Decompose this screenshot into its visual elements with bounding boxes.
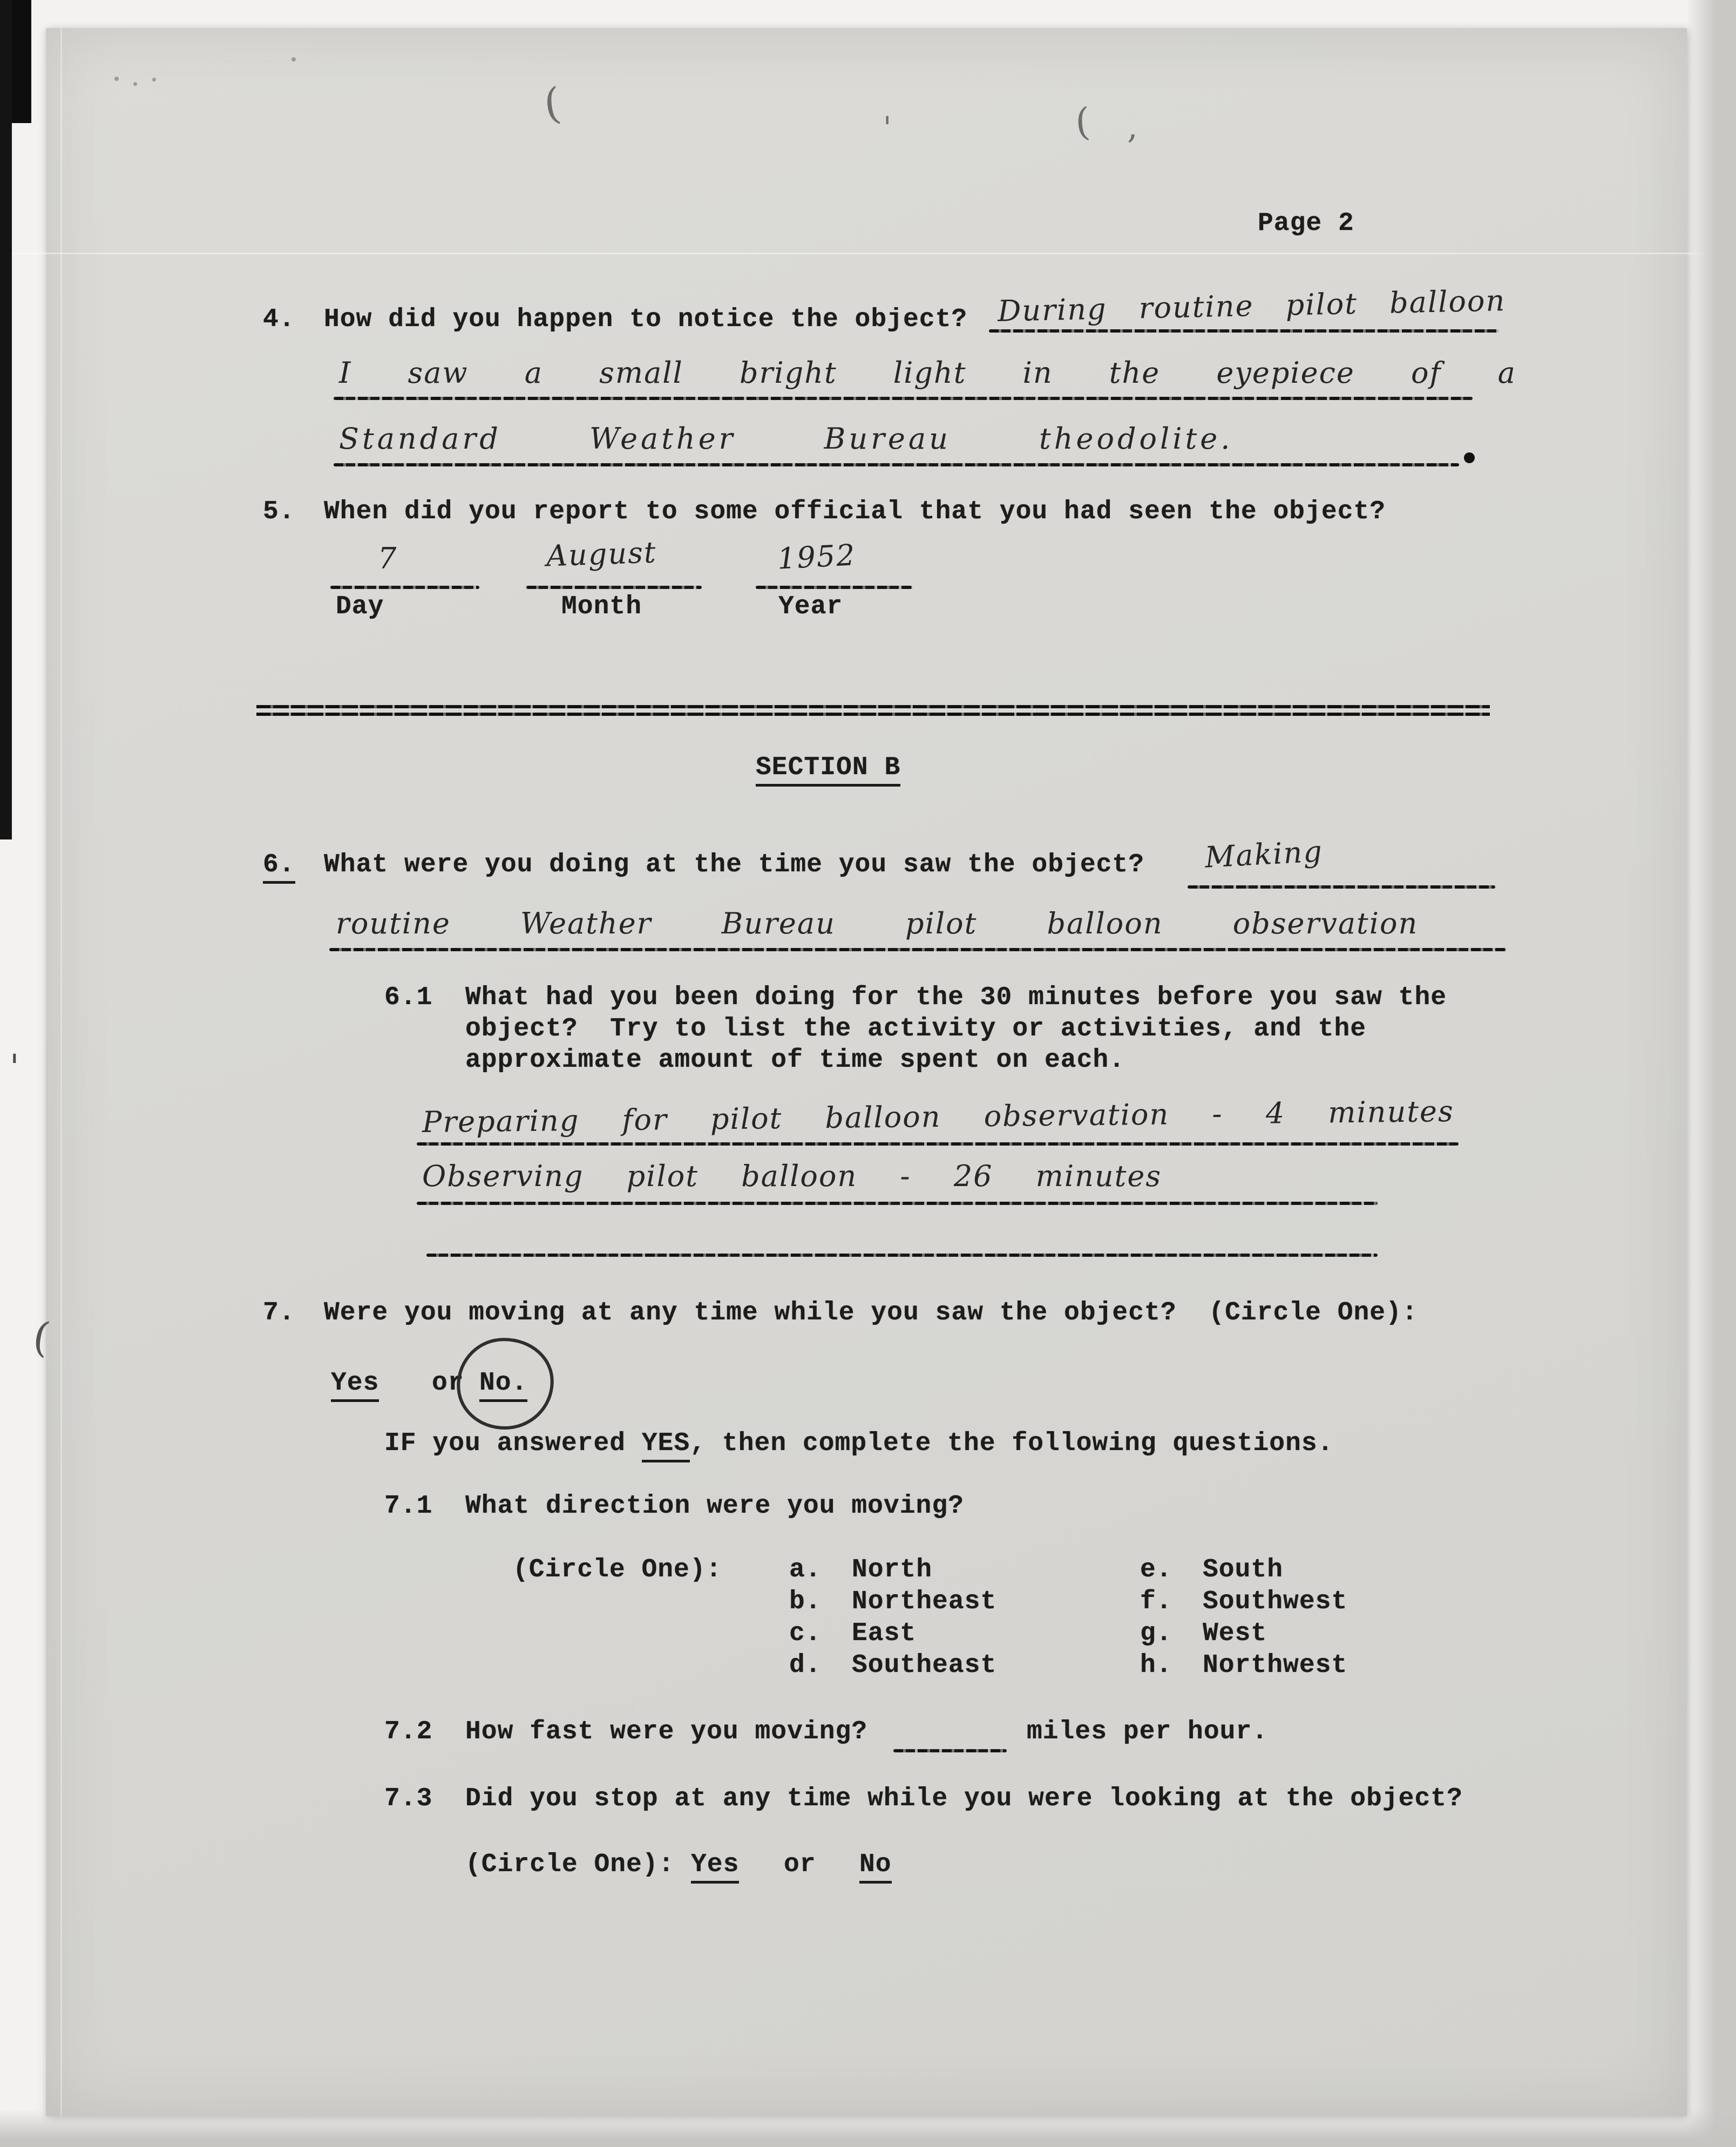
question-7-3-number: 7.3 <box>384 1784 433 1813</box>
question-7-instruction <box>384 1430 1333 1458</box>
answer-underline <box>329 948 1506 951</box>
pencil-mark: ( <box>30 1312 53 1362</box>
year-field-value: 1952 <box>776 538 857 576</box>
instruction-suffix: , then complete the following questions. <box>690 1429 1334 1458</box>
pencil-mark: ' <box>10 1047 19 1087</box>
question-7-3-text: Did you stop at any time while you were looking at the object? <box>465 1784 1463 1813</box>
question-7-yes-option: Yes <box>331 1369 379 1402</box>
year-field-label: Year <box>778 592 843 621</box>
question-6-answer-line-1: Making <box>1204 834 1324 875</box>
circle-one-label: (Circle One): <box>513 1555 722 1584</box>
film-edge-strip <box>0 0 12 839</box>
question-7-2-number: 7.2 <box>384 1717 433 1746</box>
question-4-answer-line-1: During routine pilot balloon <box>997 283 1506 328</box>
blank-answer-underline <box>426 1254 1378 1257</box>
direction-option-west: West <box>1203 1619 1267 1648</box>
question-4-text: How did you happen to notice the object? <box>324 305 968 334</box>
page-number: Page 2 <box>1258 209 1354 238</box>
ink-period-mark <box>1464 452 1475 463</box>
question-7-3-no-option: No <box>859 1851 892 1884</box>
direction-option-letter: h. <box>1140 1651 1172 1680</box>
direction-option-north: North <box>852 1555 933 1584</box>
scan-edge-shadow-right <box>1686 0 1736 2147</box>
question-7-1-text: What direction were you moving? <box>465 1492 964 1521</box>
question-7-number: 7. <box>263 1298 295 1328</box>
answer-underline <box>989 329 1499 333</box>
question-7-3-yes-option: Yes <box>691 1851 739 1884</box>
question-6-1-answer-line-2: Observing pilot balloon - 26 minutes <box>422 1159 1162 1193</box>
scan-edge-shadow-bottom <box>0 2109 1736 2147</box>
question-7-3-or-label: or <box>784 1850 816 1879</box>
direction-option-south: South <box>1203 1555 1284 1584</box>
question-6-number: 6. <box>263 851 295 884</box>
instruction-prefix: IF you answered <box>384 1429 642 1458</box>
question-6-1-text-line-3: approximate amount of time spent on each. <box>465 1046 1125 1075</box>
direction-option-letter: c. <box>789 1619 822 1648</box>
month-field-value: August <box>545 535 657 573</box>
question-6-1-answer-line-1: Preparing for pilot balloon observation - 4 minutes <box>422 1094 1454 1140</box>
pencil-mark: , <box>1127 107 1138 146</box>
direction-option-southwest: Southwest <box>1203 1587 1348 1616</box>
question-7-text: Were you moving at any time while you saw the object? (Circle One): <box>324 1298 1418 1328</box>
question-7-2-unit-label: miles per hour. <box>1027 1717 1269 1746</box>
question-6-text: What were you doing at the time you saw the object? <box>324 850 1145 879</box>
day-field-label: Day <box>336 592 384 621</box>
scan-speck <box>133 82 137 86</box>
section-divider-line <box>256 705 1490 708</box>
day-field-underline <box>330 586 479 589</box>
question-7-1-number: 7.1 <box>384 1492 433 1521</box>
pencil-mark: ( <box>541 79 564 130</box>
month-field-label: Month <box>561 592 642 621</box>
direction-option-east: East <box>852 1619 917 1648</box>
direction-option-letter: a. <box>789 1555 822 1584</box>
question-5-number: 5. <box>263 497 295 526</box>
answer-underline <box>334 463 1459 466</box>
direction-option-southeast: Southeast <box>852 1651 997 1680</box>
question-4-number: 4. <box>263 305 295 334</box>
scan-speck <box>291 57 296 62</box>
answer-underline <box>1188 885 1495 889</box>
answer-underline <box>417 1202 1378 1205</box>
section-b-heading: SECTION B <box>756 754 900 787</box>
question-7-no-option: No. <box>479 1369 527 1402</box>
circle-one-label: (Circle One): <box>465 1850 675 1879</box>
day-field-value: 7 <box>378 541 398 575</box>
speed-blank-underline <box>893 1749 1007 1752</box>
question-6-answer-line-2: routine Weather Bureau pilot balloon observation <box>336 906 1419 940</box>
question-4-answer-line-2: I saw a small bright light in the eyepiece of a <box>339 356 1516 390</box>
question-6-1-number: 6.1 <box>384 983 433 1012</box>
direction-option-letter: b. <box>789 1587 822 1616</box>
instruction-yes-word: YES <box>642 1429 690 1462</box>
question-7-2-text: How fast were you moving? <box>465 1717 868 1746</box>
question-6-1-text-line-1: What had you been doing for the 30 minutes before you saw the <box>465 983 1447 1012</box>
pencil-mark: ( <box>1074 99 1092 145</box>
direction-option-letter: d. <box>789 1651 822 1680</box>
scan-speck <box>152 78 156 82</box>
scan-speck <box>114 77 119 81</box>
year-field-underline <box>756 586 912 589</box>
pencil-mark: ' <box>883 111 892 146</box>
direction-option-northeast: Northeast <box>852 1587 997 1616</box>
answer-underline <box>334 397 1473 400</box>
paper-crease <box>60 28 62 2116</box>
scan-streak <box>0 253 1736 254</box>
answer-underline <box>417 1142 1459 1146</box>
direction-option-letter: f. <box>1140 1587 1172 1616</box>
question-4-answer-line-3: Standard Weather Bureau theodolite. <box>339 422 1233 456</box>
direction-option-letter: e. <box>1140 1555 1172 1584</box>
section-divider-line <box>256 713 1490 716</box>
question-5-text: When did you report to some official that you had seen the object? <box>324 497 1386 526</box>
month-field-underline <box>526 586 702 589</box>
question-6-1-text-line-2: object? Try to list the activity or activities, and the <box>465 1014 1367 1044</box>
direction-option-northwest: Northwest <box>1203 1651 1348 1680</box>
question-7-or-label: or <box>432 1369 464 1398</box>
direction-option-letter: g. <box>1140 1619 1172 1648</box>
